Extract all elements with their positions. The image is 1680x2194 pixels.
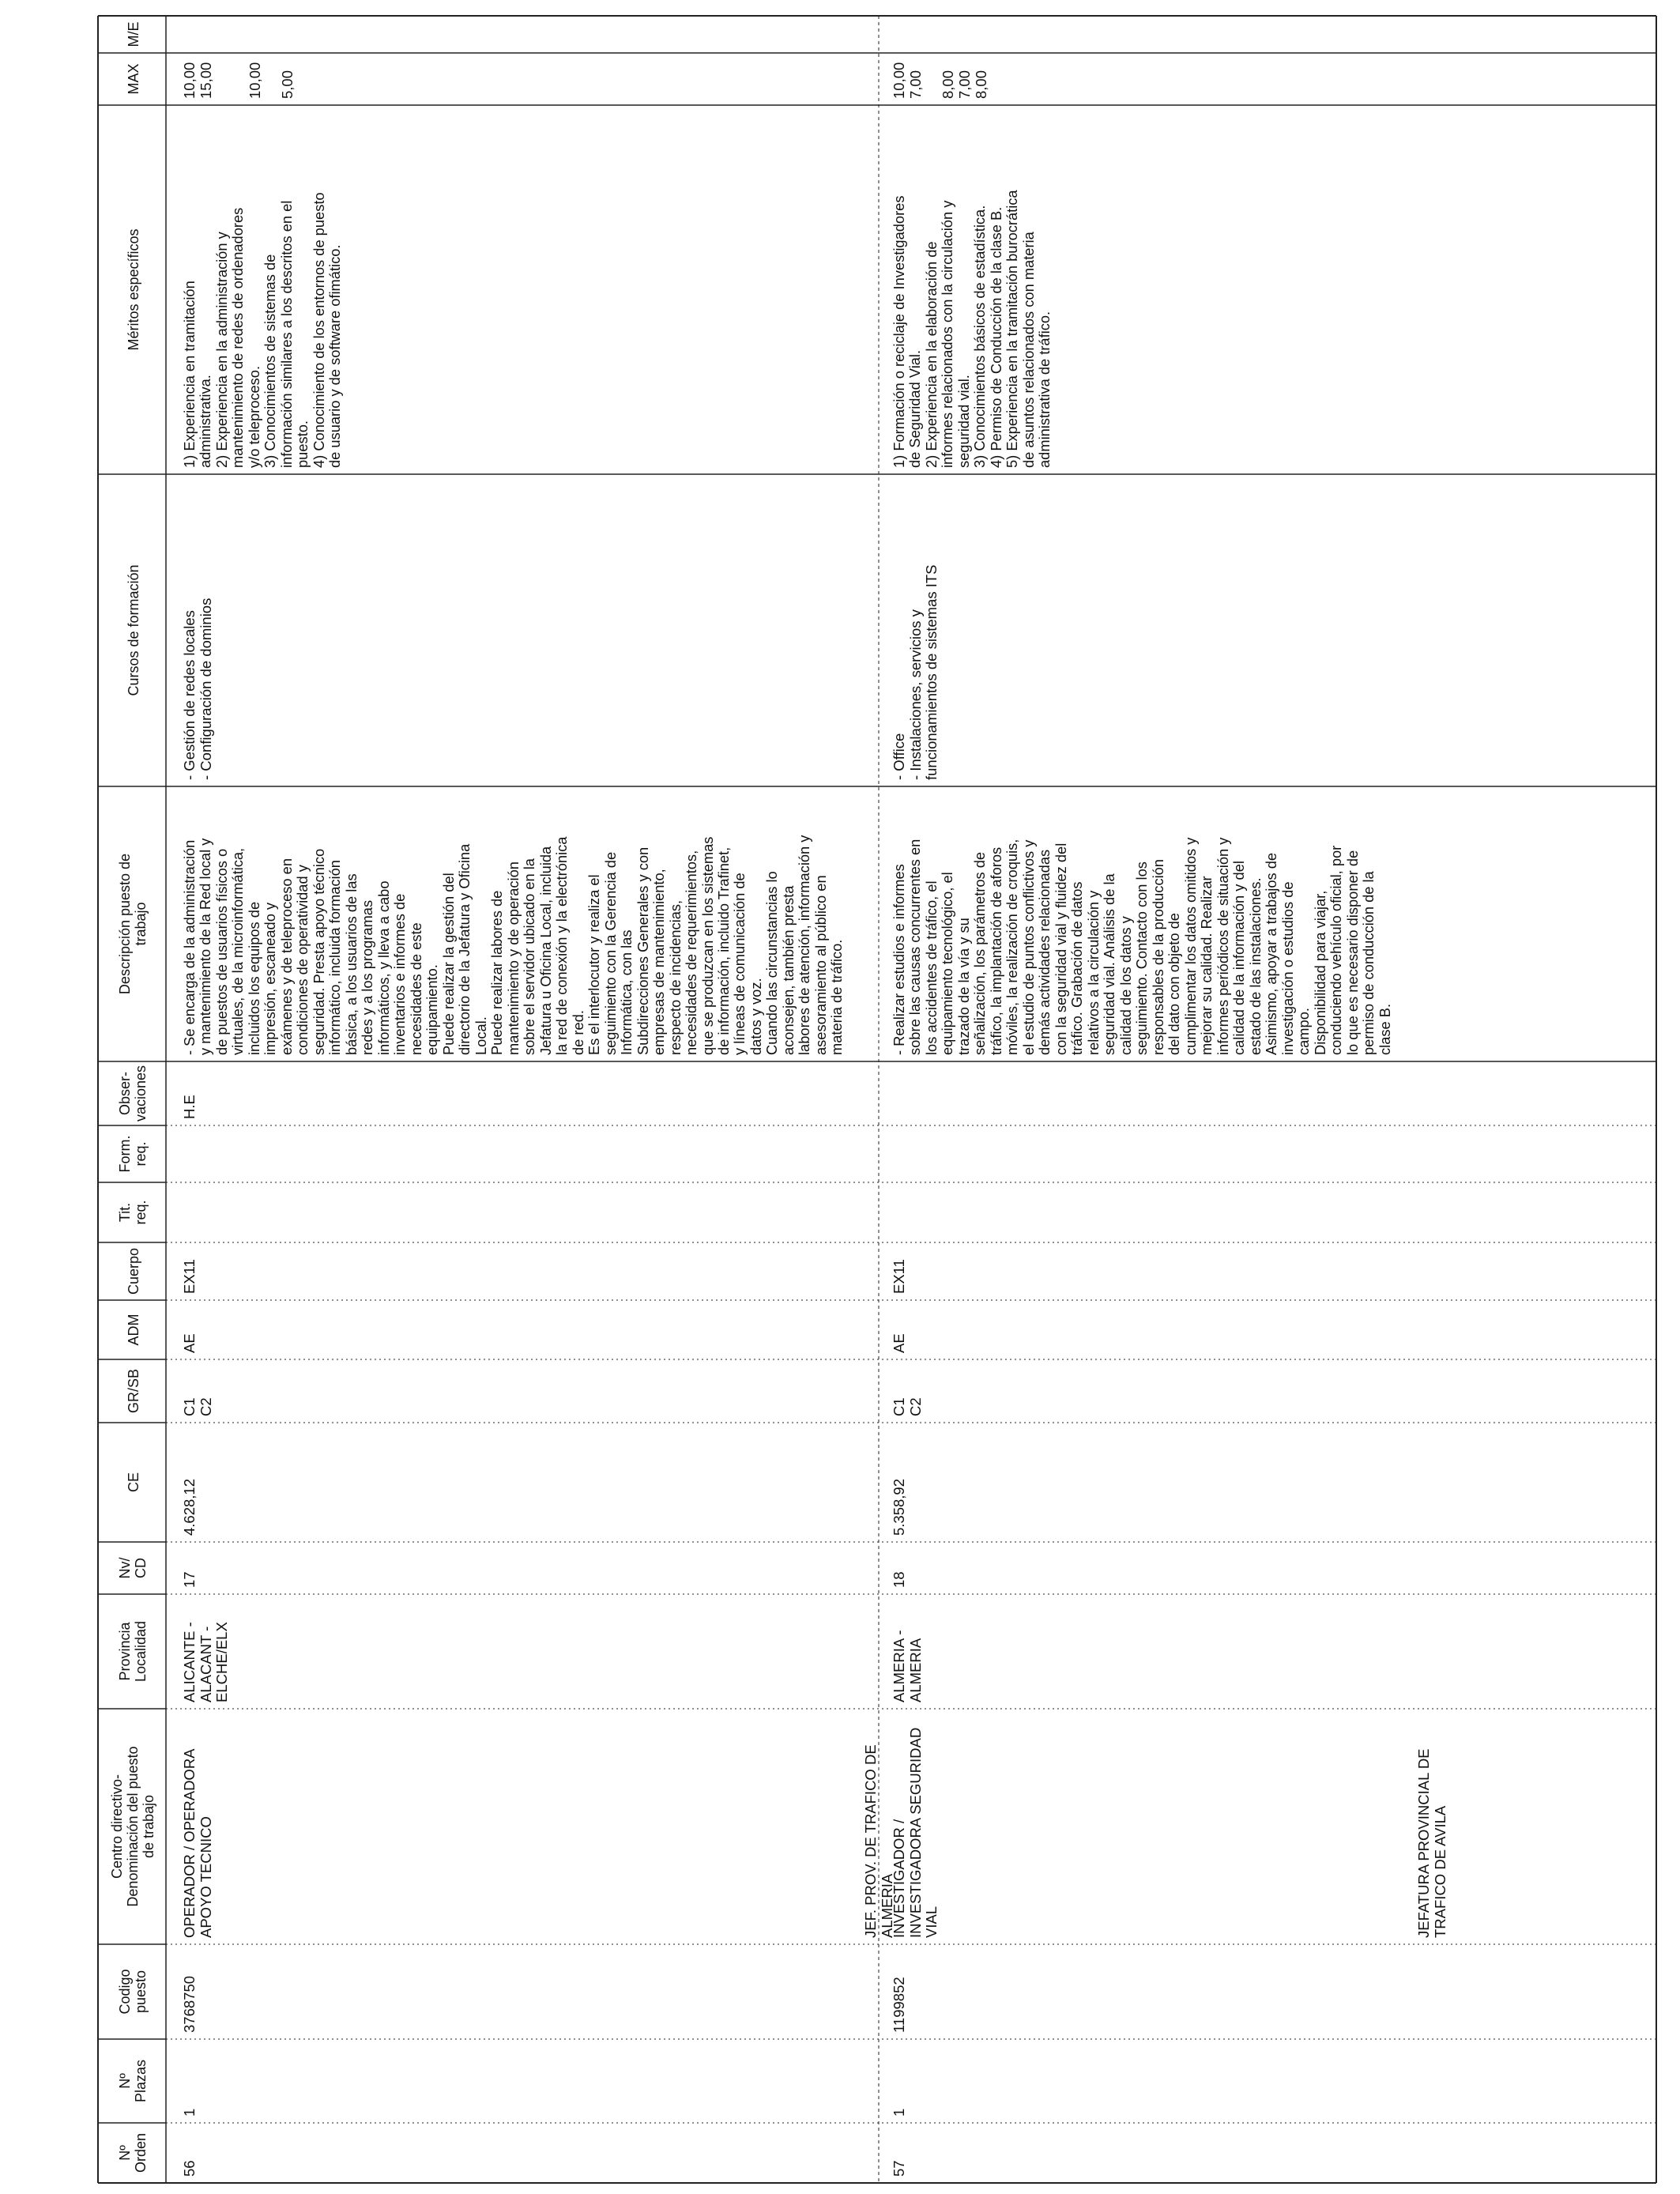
header-cuerpo: Cuerpo	[125, 1247, 141, 1295]
row-56-descripcion: - Se encarga de la administración y mantenimiento de la Red local y de puestos de usuarios físicos o virtuales, de la microinformática, incluidos los equipos de impresión, escaneado y exámenes y de teleproceso en condiciones de operatividad y seguridad. Presta apoyo técnico informático, incluida formación básica, a los usuarios de las redes y a los programas informáticos, y lleva a cabo inventarios e informes de necesidades de este equipamiento. Puede realizar la gestión del directorio de la Jefatura y Oficina Local. Puede realizar labores de mantenimiento y de operación sobre el servidor ubicado en la Jefatura u Oficina Local, incluida la red de conexión y la electrónica de red. Es el interlocutor y realiza el seguimiento con la Gerencia de Informática, con las Subdirecciones Generales y con empresas de mantenimiento, respecto de incidencias, necesidades de requerimientos, que se produzcan en los sistemas de información, incluido Trafinet, y líneas de comunicación de datos y voz. Cuando las circunstancias lo aconsejen, también presta labores de atención, información y asesoramiento al público en materia de tráfico.	[181, 835, 846, 1055]
header-orden: Nº Orden	[117, 2132, 149, 2173]
header-plazas: Nº Plazas	[117, 2059, 149, 2103]
header-centro: Centro directivo- Denominación del puesto de trabajo	[108, 1746, 156, 1907]
row-57-provincia: ALMERIA - ALMERIA	[891, 1630, 924, 1702]
row-57-cuerpo: EX11	[891, 1259, 907, 1294]
row-57-max: 10,00 7,00 8,00 7,00 8,00	[891, 62, 989, 99]
group-header: JEF. PROV. DE TRAFICO DE ALMERIA	[862, 1744, 895, 1938]
row-57-nivel: 18	[891, 1571, 907, 1588]
row-56-ce: 4.628,12	[181, 1478, 198, 1536]
row-56-max: 10,00 15,00 10,00 5,00	[181, 62, 296, 99]
row-57-ce: 5.358,92	[891, 1478, 907, 1536]
row-56-meritos: 1) Experiencia en tramitación administrativa. 2) Experiencia en la administración y mantenimiento de redes de ordenadores y/o teleproceso. 3) Conocimientos de sistemas de información similares a los descritos en el puesto. 4) Conocimiento de los entornos de puesto de usuario y de software ofimático.	[181, 192, 344, 468]
row-56-orden: 56	[181, 2160, 198, 2177]
header-cursos: Cursos de formación	[125, 564, 141, 696]
header-observaciones: Obser- vaciones	[117, 1065, 149, 1122]
row-57-adm: AE	[891, 1333, 907, 1353]
row-56-cursos: - Gestión de redes locales - Configuración de dominios	[181, 598, 214, 780]
row-56-plazas: 1	[181, 2108, 198, 2117]
row-56-grupo: C1 C2	[181, 1397, 214, 1416]
header-adm: ADM	[125, 1314, 141, 1346]
header-titulacion: Tit. req.	[117, 1200, 149, 1225]
header-descripcion: Descripción puesto de trabajo	[117, 853, 149, 995]
group-header: JEFATURA PROVINCIAL DE TRAFICO DE AVILA	[1415, 1748, 1448, 1938]
row-56-codigo: 3768750	[181, 1975, 198, 2033]
row-56-provincia: ALICANTE - ALACANT - ELCHE/ELX	[181, 1622, 231, 1702]
row-57-meritos: 1) Formación o reciclaje de Investigadores de Seguridad Vial. 2) Experiencia en la elaboración de informes relacionados con la circulación y seguridad vial. 3) Conocimientos básicos de estadística. 4) Permiso de Conducción de la clase B. 5) Experiencia en la tramitación burocrática de asuntos relacionados con materia administrativa de tráfico.	[891, 190, 1053, 468]
header-provincia: Provincia Localidad	[117, 1620, 149, 1683]
row-56-nivel: 17	[181, 1571, 198, 1588]
row-57-codigo: 1199852	[891, 1977, 907, 2033]
header-meritos: Méritos específicos	[125, 228, 141, 351]
header-nivel: Nv/ CD	[117, 1557, 149, 1579]
header-formacion: Form. req.	[117, 1135, 149, 1173]
row-57-cursos: - Office - Instalaciones, servicios y funcionamientos de sistemas ITS	[891, 564, 940, 780]
header-me: M/E	[125, 21, 141, 47]
header-grupo: GR/SB	[125, 1369, 141, 1414]
header-codigo: Codigo puesto	[117, 1969, 149, 2015]
row-57-plazas: 1	[891, 2108, 907, 2117]
row-56-centro: OPERADOR / OPERADORA APOYO TECNICO	[181, 1748, 214, 1938]
row-56-observaciones: H.E	[181, 1095, 198, 1119]
header-max: MAX	[125, 63, 141, 95]
row-56-cuerpo: EX11	[181, 1259, 198, 1294]
row-57-orden: 57	[891, 2160, 907, 2177]
row-56-adm: AE	[181, 1333, 198, 1353]
header-ce: CE	[125, 1472, 141, 1493]
row-57-centro: INVESTIGADOR / INVESTIGADORA SEGURIDAD VIAL	[891, 1727, 940, 1938]
row-57-descripcion: - Realizar estudios e informes sobre las causas concurrentes en los accidentes de tráfico, el equipamiento tecnológico, el trazado de la vía y su señalización, los parámetros de tráfico, la implantación de aforos móviles, la realización de croquis, el estudio de puntos conflictivos y demás actividades relacionadas con la seguridad vial y fluidez del tráfico. Grabación de datos relativos a la circulación y seguridad vial. Análisis de la calidad de los datos y seguimiento. Contacto con los responsables de la producción del dato con objeto de cumplimentar los datos omitidos y mejorar su calidad. Realizar informes periódicos de situación y calidad de la información y del estado de las instalaciones. Asimismo, apoyar a trabajos de investigación o estudios de campo. Disponibilidad para viajar, conduciendo vehículo oficial, por lo que es necesario disponer de permiso de conducción de la clase B.	[891, 837, 1393, 1055]
row-57-grupo: C1 C2	[891, 1397, 924, 1416]
